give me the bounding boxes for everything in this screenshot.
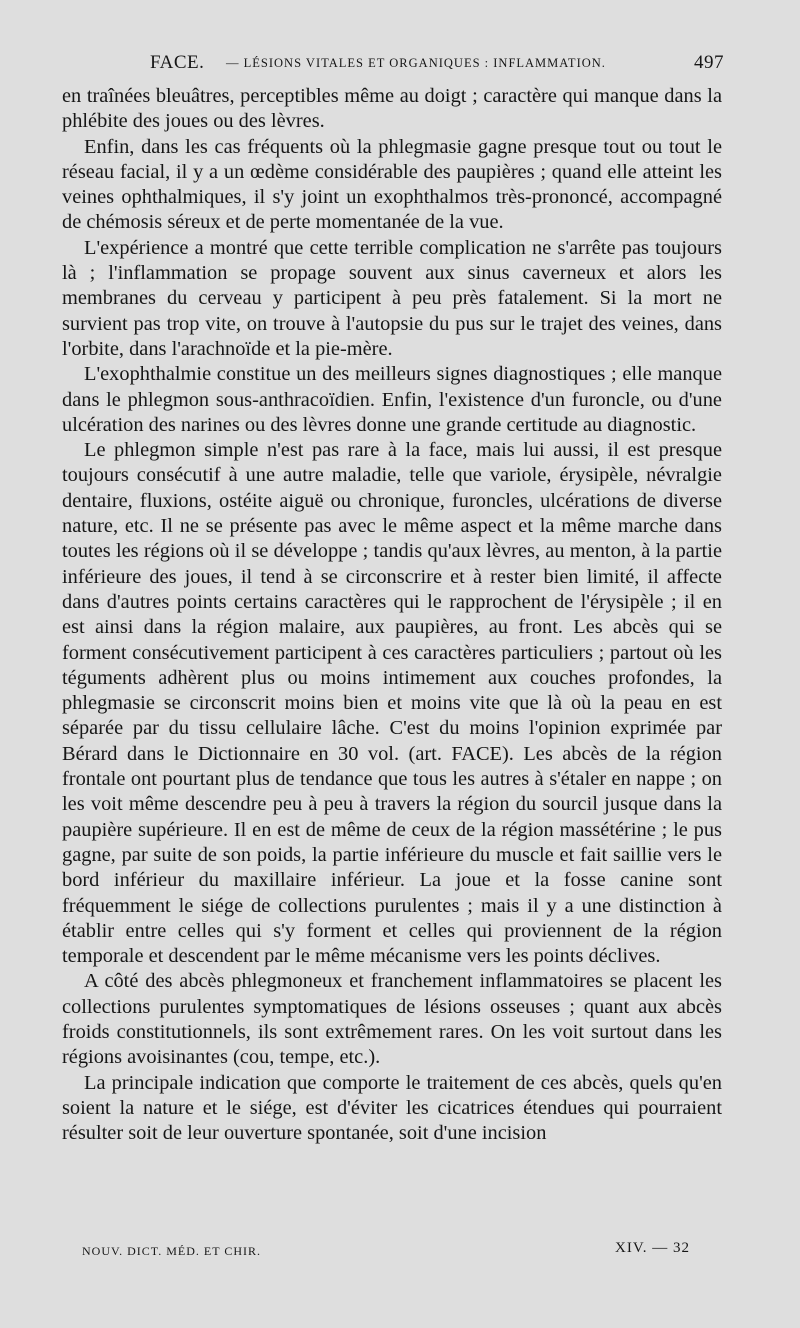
paragraph-1: en traînées bleuâtres, perceptibles même au doigt ; caractère qui manque dans la phlébite des joues ou des lèvres.	[62, 85, 722, 133]
header-title: — LÉSIONS VITALES ET ORGANIQUES : INFLAMMATION.	[226, 56, 606, 70]
paragraph-6: A côté des abcès phlegmoneux et franchement inflammatoires se placent les collections purulentes symptomatiques de lésions osseuses ; quant aux abcès froids constitutionnels, ils sont extrêmement rares. On les voit surtout dans les régions avoisinantes (cou, tempe, etc.).	[62, 970, 722, 1069]
footer-publication: NOUV. DICT. MÉD. ET CHIR.	[82, 1244, 262, 1258]
paragraph-4: L'exophthalmie constitue un des meilleurs signes diagnostiques ; elle manque dans le phlegmon sous-anthracoïdien. Enfin, l'existence d'un furoncle, ou d'une ulcération des narines ou des lèvres donne une grande certitude au diagnostic.	[62, 363, 722, 436]
paragraph-2: Enfin, dans les cas fréquents où la phlegmasie gagne presque tout ou tout le réseau facial, il y a un œdème considérable des paupières ; quand elle atteint les veines ophthalmiques, il s'y joint un exophthalmos très-prononcé, accompagné de chémosis séreux et de perte momentanée de la vue.	[62, 135, 722, 234]
footer	[82, 1240, 690, 1262]
header-section: FACE.	[150, 52, 205, 73]
body-text	[62, 84, 722, 1146]
paragraph-7: La principale indication que comporte le traitement de ces abcès, quels qu'en soient la nature et le siége, est d'éviter les cicatrices étendues qui pourraient résulter soit de leur ouverture spontanée, soit d'une incision	[62, 1071, 722, 1145]
paragraph-5: Le phlegmon simple n'est pas rare à la face, mais lui aussi, il est presque toujours consécutif à une autre maladie, telle que variole, érysipèle, névralgie dentaire, fluxions, ostéite aiguë ou chronique, furoncles, ulcérations de diverse nature, etc. Il ne se présente pas avec le même aspect et la même marche dans toutes les régions où il se développe ; tandis qu'aux lèvres, au menton, à la partie inférieure des joues, il tend à se circonscrire et à rester bien limité, il affecte dans d'autres points certains caractères qui le rapprochent de l'érysipèle ; il en est ainsi dans la région malaire, aux paupières, au front. Les abcès qui se forment consécutivement participent à ces caractères particuliers ; partout où les téguments adhèrent plus ou moins intimement aux couches profondes, la phlegmasie se circonscrit moins bien et moins vite que là où la peau en est séparée par du tissu cellulaire lâche. C'est du moins l'opinion exprimée par Bérard dans le Dictionnaire en 30 vol. (art. FACE). Les abcès de la région frontale ont pourtant plus de tendance que tous les autres à s'étaler en nappe ; on les voit même descendre peu à peu à travers la région du sourcil jusque dans la paupière supérieure. Il en est de même de ceux de la région massétérine ; le pus gagne, par suite de son poids, la partie inférieure du muscle et fait saillie vers le bord inférieur du maxillaire inférieur. La joue et la fosse canine sont fréquemment le siége de collections purulentes ; mais il y a une distinction à établir entre celles qui s'y forment et celles qui proviennent de la région temporale et descendent par le même mécanisme vers les points déclives.	[62, 439, 722, 968]
footer-signature: XIV. — 32	[615, 1240, 690, 1256]
page-number: 497	[694, 52, 724, 73]
running-head	[62, 52, 724, 74]
paragraph-3: L'expérience a montré que cette terrible complication ne s'arrête pas toujours là ; l'inflammation se propage souvent aux sinus caverneux et alors les membranes du cerveau y participent à peu près fatalement. Si la mort ne survient pas trop vite, on trouve à l'autopsie du pus sur le trajet des veines, dans l'orbite, dans l'arachnoïde et la pie-mère.	[62, 236, 722, 360]
